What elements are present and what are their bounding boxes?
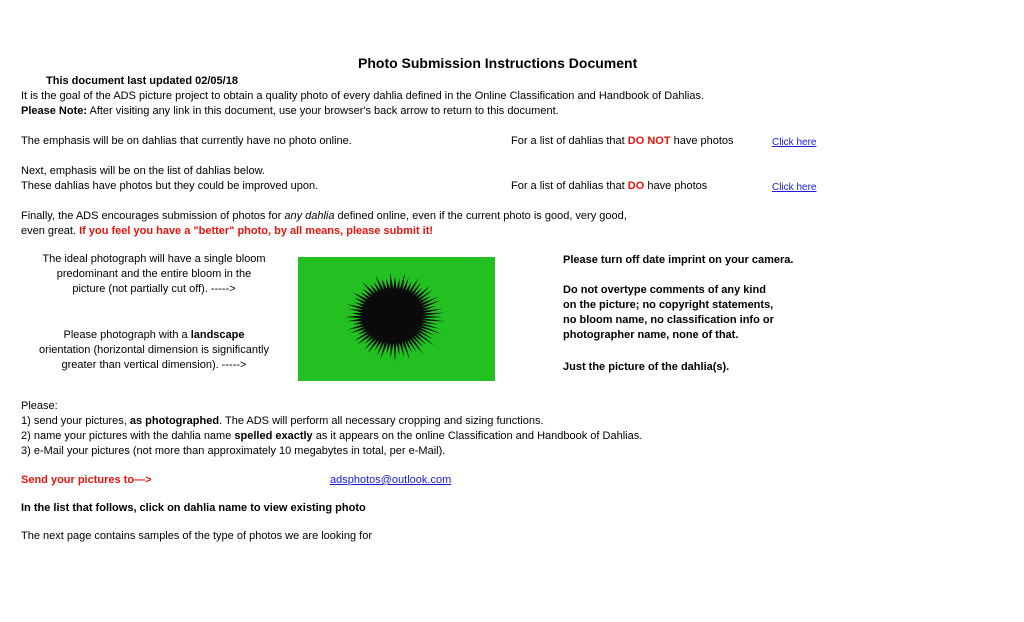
finally-line-1 (21, 209, 627, 224)
example-dahlia-photo (298, 257, 495, 381)
please-note-label: Please Note: (21, 105, 88, 117)
finally-text-1: Finally, the ADS encourages submission of photos for (21, 210, 285, 222)
page-title: Photo Submission Instructions Document (358, 55, 638, 71)
step-1-bold: as photographed (129, 415, 220, 427)
do-label: DO (627, 180, 645, 192)
step-2-bold: spelled exactly (234, 430, 313, 442)
step-2-text-c: as it appears on the online Classification and Handbook of Dahlias. (312, 430, 643, 442)
please-note-text: After visiting any link in this document, use your browser's back arrow to return to this document. (87, 105, 559, 117)
overtype-note (563, 283, 774, 343)
landscape-text-1: Please photograph with a (63, 329, 191, 341)
click-here-no-photos-link[interactable]: Click here (772, 137, 817, 148)
send-pictures-label: Send your pictures to—> (21, 474, 152, 486)
ideal-line-1: The ideal photograph will have a single bloom (42, 253, 266, 265)
please-note (21, 104, 559, 119)
overtype-line-2: on the picture; no copyright statements, (563, 299, 774, 311)
please-step-3: 3) e-Mail your pictures (not more than approximately 10 megabytes in total, per e-Mail). (21, 445, 446, 457)
list-have-photos-prefix: For a list of dahlias that (511, 180, 628, 192)
next-emphasis-line-2: These dahlias have photos but they could be improved upon. (21, 180, 319, 192)
ideal-line-2: predominant and the entire bloom in the (56, 268, 252, 280)
goal-text: It is the goal of the ADS picture project to obtain a quality photo of every dahlia defined in the Online Classification and Handbook of Dahlias. (21, 90, 705, 102)
please-heading: Please: (21, 400, 58, 412)
finally-text-3: even great. (21, 225, 80, 237)
landscape-bold: landscape (190, 329, 245, 341)
any-dahlia: any dahlia (284, 210, 335, 222)
list-have-photos (511, 179, 707, 194)
just-the-picture-note: Just the picture of the dahlia(s). (563, 361, 730, 373)
landscape-line-2: orientation (horizontal dimension is significantly (39, 344, 269, 356)
list-have-photos-suffix: have photos (644, 180, 708, 192)
overtype-line-4: photographer name, none of that. (563, 329, 739, 341)
list-no-photos-suffix: have photos (670, 135, 734, 147)
do-not-label: DO NOT (627, 135, 671, 147)
date-imprint-note: Please turn off date imprint on your camera. (563, 254, 794, 266)
overtype-line-1: Do not overtype comments of any kind (563, 284, 766, 296)
next-page-note: The next page contains samples of the type of photos we are looking for (21, 530, 372, 542)
list-follows-note: In the list that follows, click on dahlia name to view existing photo (21, 502, 366, 514)
ideal-line-3: picture (not partially cut off). -----> (72, 283, 236, 295)
overtype-line-3: no bloom name, no classification info or (563, 314, 774, 326)
list-no-photos (511, 134, 734, 149)
click-here-have-photos-link[interactable]: Click here (772, 182, 817, 193)
dahlia-bloom-icon (298, 257, 495, 381)
last-updated: This document last updated 02/05/18 (46, 75, 238, 87)
please-step-2 (21, 429, 642, 444)
please-step-1 (21, 414, 544, 429)
step-1-text-a: 1) send your pictures, (21, 415, 130, 427)
landscape-instructions (14, 328, 294, 373)
email-link[interactable]: adsphotos@outlook.com (330, 474, 452, 486)
ideal-photo-instructions (14, 252, 294, 297)
landscape-line-1 (14, 328, 294, 343)
emphasis-no-photo: The emphasis will be on dahlias that currently have no photo online. (21, 135, 352, 147)
better-photo-callout: If you feel you have a "better" photo, by all means, please submit it! (79, 225, 434, 237)
finally-text-2: defined online, even if the current photo is good, very good, (334, 210, 627, 222)
step-2-text-a: 2) name your pictures with the dahlia name (21, 430, 235, 442)
next-emphasis-line-1: Next, emphasis will be on the list of dahlias below. (21, 165, 265, 177)
landscape-line-3: greater than vertical dimension). -----> (61, 359, 247, 371)
list-no-photos-prefix: For a list of dahlias that (511, 135, 628, 147)
step-1-text-c: . The ADS will perform all necessary cropping and sizing functions. (219, 415, 544, 427)
finally-line-2 (21, 224, 433, 239)
